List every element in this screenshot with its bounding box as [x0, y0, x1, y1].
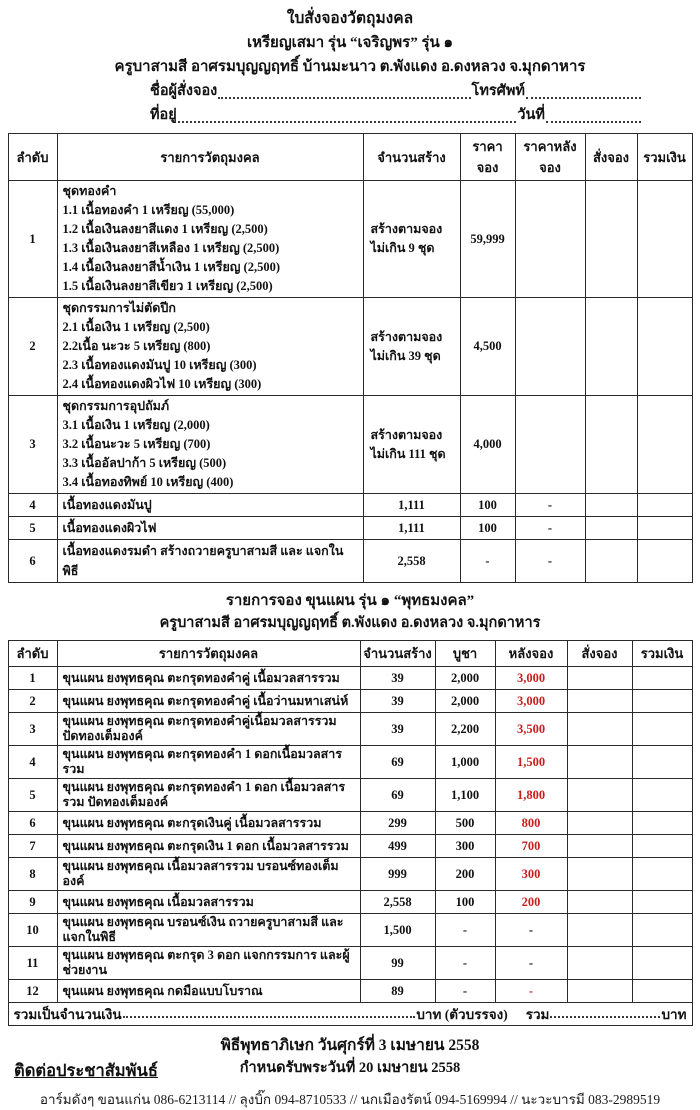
col-header-seq: ลำดับ — [8, 641, 57, 667]
seq-cell: 7 — [8, 835, 57, 858]
group-item: 2.1 เนื้อเงิน 1 เหรียญ (2,500) — [62, 320, 210, 334]
seq-cell: 8 — [8, 858, 57, 891]
after-price-cell: - — [515, 517, 585, 540]
table-row-6 — [8, 540, 692, 583]
item-name-cell: ขุนแผน ยงพุทธคุณ ตะกรุด 3 ดอก แจกกรรมการ และผู้ช่วยงาน — [57, 947, 360, 980]
grand-total-sum-blank — [550, 1016, 660, 1018]
group-item: 2.3 เนื้อทองแดงมันปู 10 เหรียญ (300) — [62, 358, 257, 372]
order-cell — [567, 779, 632, 812]
total-cell — [637, 517, 692, 540]
booking-price-cell: 100 — [460, 494, 515, 517]
group-title: ชุดกรรมการไม่ตัดปีก — [62, 301, 176, 315]
seq-cell: 1 — [8, 667, 57, 690]
table-row-10 — [8, 914, 692, 947]
col-header-total: รวมเงิน — [632, 641, 692, 667]
seq-cell: 5 — [8, 779, 57, 812]
order-cell — [567, 812, 632, 835]
total-cell — [637, 540, 692, 583]
after-price-cell: 1,500 — [495, 746, 567, 779]
grand-total-sum-label: รวม — [525, 1006, 550, 1022]
total-cell — [632, 690, 692, 713]
seq-cell: 10 — [8, 914, 57, 947]
after-price-cell: 3,000 — [495, 667, 567, 690]
after-price-cell: - — [495, 947, 567, 980]
col-header-order: สั่งจอง — [585, 134, 637, 181]
seq-cell: 5 — [8, 517, 57, 540]
table1-header-row — [8, 134, 692, 181]
group-item: 3.3 เนื้ออัลปาก้า 5 เหรียญ (500) — [62, 456, 227, 470]
quantity-cell: สร้างตามจอง ไม่เกิน 39 ชุด — [363, 298, 460, 396]
order-cell — [585, 540, 637, 583]
table-row-group-2 — [8, 298, 692, 396]
order-cell — [567, 835, 632, 858]
group-item: 1.4 เนื้อเงินลงยาสีน้ำเงิน 1 เหรียญ (2,500) — [62, 260, 280, 274]
col-header-seq: ลำดับ — [8, 134, 57, 181]
item-name-cell: ขุนแผน ยงพุทธคุณ บรอนซ์เงิน ถวายครูบาสามสี และแจกในพิธี — [57, 914, 360, 947]
quantity-cell: สร้างตามจอง ไม่เกิน 9 ชุด — [363, 181, 460, 298]
item-name-cell: ขุนแผน ยงพุทธคุณ กดมือแบบโบราณ — [57, 980, 360, 1003]
col-header-quantity: จำนวนสร้าง — [363, 134, 460, 181]
worship-price-cell: - — [435, 914, 495, 947]
order-cell — [567, 690, 632, 713]
quantity-cell: 1,500 — [360, 914, 435, 947]
col-header-booking-price: ราคาจอง — [460, 134, 515, 181]
seq-cell: 9 — [8, 891, 57, 914]
quantity-cell: 89 — [360, 980, 435, 1003]
booking-price-cell: 59,999 — [460, 181, 515, 298]
seq-cell: 2 — [8, 690, 57, 713]
orderer-name-label: ชื่อผู้สั่งจอง — [150, 83, 218, 99]
seq-cell: 6 — [8, 812, 57, 835]
after-price-cell: - — [495, 914, 567, 947]
phone-blank — [526, 97, 641, 99]
address-label: ที่อยู่ — [150, 107, 177, 123]
order-cell — [585, 181, 637, 298]
table-row-group-1 — [8, 181, 692, 298]
orderer-name-line — [150, 79, 642, 103]
item-name-cell: เนื้อทองแดงผิวไฟ — [57, 517, 363, 540]
quantity-cell: สร้างตามจอง ไม่เกิน 111 ชุด — [363, 396, 460, 494]
grand-total-sum-unit: บาท — [661, 1006, 687, 1022]
document-header — [0, 0, 700, 127]
worship-price-cell: 300 — [435, 835, 495, 858]
doc-subtitle: เหรียญเสมา รุ่น “เจริญพร” รุ่น ๑ — [246, 35, 454, 51]
orderer-name-blank — [218, 97, 470, 99]
total-cell — [632, 779, 692, 812]
group-item: 1.3 เนื้อเงินลงยาสีเหลือง 1 เหรียญ (2,500) — [62, 241, 280, 255]
table-row-3 — [8, 713, 692, 746]
item-name-cell: ขุนแผน ยงพุทธคุณ ตะกรุดทองคำคู่ เนื้อมวลสารรวม — [57, 667, 360, 690]
order-cell — [567, 713, 632, 746]
seq-cell: 6 — [8, 540, 57, 583]
items-cell — [57, 181, 363, 298]
booking-price-cell: 4,000 — [460, 396, 515, 494]
ceremony-date-line: พิธีพุทธาภิเษก วันศุกร์ที่ 3 เมษายน 2558 — [220, 1037, 480, 1054]
group-item: 3.4 เนื้อทองทิพย์ 10 เหรียญ (400) — [62, 475, 234, 489]
quantity-cell: 1,111 — [363, 517, 460, 540]
col-header-total: รวมเงิน — [637, 134, 692, 181]
coin-order-table — [8, 133, 693, 583]
grand-total-row — [8, 1003, 692, 1026]
item-name-cell: ขุนแผน ยงพุทธคุณ ตะกรุดทองคำ 1 ดอกเนื้อมวลสารรวม — [57, 746, 360, 779]
worship-price-cell: 2,000 — [435, 667, 495, 690]
order-cell — [567, 746, 632, 779]
total-cell — [637, 181, 692, 298]
order-cell — [585, 494, 637, 517]
quantity-cell: 99 — [360, 947, 435, 980]
after-price-cell: 700 — [495, 835, 567, 858]
table-row-8 — [8, 858, 692, 891]
order-cell — [567, 667, 632, 690]
group-item: 1.5 เนื้อเงินลงยาสีเขียว 1 เหรียญ (2,500) — [62, 279, 273, 293]
table-row-5 — [8, 517, 692, 540]
total-cell — [632, 858, 692, 891]
quantity-cell: 39 — [360, 667, 435, 690]
total-cell — [632, 891, 692, 914]
quantity-cell: 39 — [360, 713, 435, 746]
item-name-cell: ขุนแผน ยงพุทธคุณ ตะกรุดเงิน 1 ดอก เนื้อมวลสารรวม — [57, 835, 360, 858]
worship-price-cell: 2,200 — [435, 713, 495, 746]
table-row-9 — [8, 891, 692, 914]
after-price-cell: 800 — [495, 812, 567, 835]
col-header-after-price: ราคาหลังจอง — [515, 134, 585, 181]
group-title: ชุดทองคำ — [62, 184, 117, 198]
item-name-cell: ขุนแผน ยงพุทธคุณ ตะกรุดทองคำ 1 ดอก เนื้อมวลสารรวม ปัดทองเต็มองค์ — [57, 779, 360, 812]
col-header-after-price: หลังจอง — [495, 641, 567, 667]
date-blank — [546, 121, 641, 123]
worship-price-cell: 500 — [435, 812, 495, 835]
worship-price-cell: - — [435, 980, 495, 1003]
group-item: 3.2 เนื้อนะวะ 5 เหรียญ (700) — [62, 437, 211, 451]
quantity-cell: 999 — [360, 858, 435, 891]
total-cell — [632, 835, 692, 858]
order-cell — [567, 947, 632, 980]
khunphaen-section-title: รายการจอง ขุนแผน รุ่น ๑ “พุทธมงคล” — [225, 593, 475, 609]
grand-total-unit: บาท (ตัวบรรจง) — [416, 1006, 508, 1022]
item-name-cell: เนื้อทองแดงรมดำ สร้างถวายครูบาสามสี และ แจกในพิธี — [57, 540, 363, 583]
total-cell — [637, 298, 692, 396]
order-cell — [567, 891, 632, 914]
doc-title: ใบสั่งจองวัตถุมงคล — [286, 10, 414, 27]
total-cell — [632, 947, 692, 980]
khunphaen-order-table — [8, 640, 693, 1026]
quantity-cell: 39 — [360, 690, 435, 713]
item-name-cell: ขุนแผน ยงพุทธคุณ เนื้อมวลสารรวม บรอนซ์ทองเต็มองค์ — [57, 858, 360, 891]
after-price-cell: - — [495, 980, 567, 1003]
address-line — [150, 103, 642, 127]
worship-price-cell: 1,000 — [435, 746, 495, 779]
item-name-cell: ขุนแผน ยงพุทธคุณ ตะกรุดทองคำคู่เนื้อมวลสารรวม ปัดทองเต็มองค์ — [57, 713, 360, 746]
quantity-cell: 2,558 — [360, 891, 435, 914]
quantity-cell: 69 — [360, 746, 435, 779]
grand-total-amount-blank — [123, 1016, 416, 1018]
contact-heading: ติดต่อประชาสัมพันธ์ — [14, 1061, 158, 1080]
seq-cell: 2 — [8, 298, 57, 396]
total-cell — [632, 980, 692, 1003]
group-item: 2.2เนื้อ นะวะ 5 เหรียญ (800) — [62, 339, 211, 353]
total-cell — [637, 396, 692, 494]
after-price-cell: 300 — [495, 858, 567, 891]
table-row-group-3 — [8, 396, 692, 494]
grand-total-cell — [8, 1003, 692, 1026]
items-cell — [57, 396, 363, 494]
seq-cell: 1 — [8, 181, 57, 298]
after-price-cell: - — [515, 494, 585, 517]
table-row-2 — [8, 690, 692, 713]
group-title: ชุดกรรมการอุปถัมภ์ — [62, 399, 170, 413]
item-name-cell: ขุนแผน ยงพุทธคุณ ตะกรุดทองคำคู่ เนื้อว่านมหาเสน่ห์ — [57, 690, 360, 713]
table-row-12 — [8, 980, 692, 1003]
quantity-cell: 1,111 — [363, 494, 460, 517]
quantity-cell: 69 — [360, 779, 435, 812]
seq-cell: 4 — [8, 746, 57, 779]
total-cell — [632, 914, 692, 947]
phone-label: โทรศัพท์ — [471, 83, 525, 99]
after-price-cell — [515, 298, 585, 396]
after-price-cell: 3,000 — [495, 690, 567, 713]
after-price-cell: 3,500 — [495, 713, 567, 746]
worship-price-cell: 100 — [435, 891, 495, 914]
order-cell — [567, 858, 632, 891]
footer — [0, 1034, 700, 1110]
worship-price-cell: 200 — [435, 858, 495, 891]
items-cell — [57, 298, 363, 396]
worship-price-cell: - — [435, 947, 495, 980]
group-item: 3.1 เนื้อเงิน 1 เหรียญ (2,000) — [62, 418, 210, 432]
date-label: วันที่ — [517, 107, 545, 123]
seq-cell: 12 — [8, 980, 57, 1003]
table-row-4 — [8, 746, 692, 779]
khunphaen-section-subtitle: ครูบาสามสี อาศรมบุญญฤทธิ์ ต.พังแดง อ.ดงหลวง จ.มุกดาหาร — [159, 615, 541, 631]
address-blank — [178, 121, 517, 123]
booking-price-cell: - — [460, 540, 515, 583]
col-header-quantity: จำนวนสร้าง — [360, 641, 435, 667]
order-cell — [567, 980, 632, 1003]
booking-price-cell: 4,500 — [460, 298, 515, 396]
table2-header-row — [8, 641, 692, 667]
after-price-cell: - — [515, 540, 585, 583]
table-row-4 — [8, 494, 692, 517]
total-cell — [632, 746, 692, 779]
order-cell — [585, 517, 637, 540]
quantity-cell: 299 — [360, 812, 435, 835]
seq-cell: 11 — [8, 947, 57, 980]
after-price-cell — [515, 396, 585, 494]
col-header-worship-price: บูชา — [435, 641, 495, 667]
group-item: 1.1 เนื้อทองคำ 1 เหรียญ (55,000) — [62, 203, 235, 217]
group-item: 2.4 เนื้อทองแดงผิวไฟ 10 เหรียญ (300) — [62, 377, 262, 391]
seq-cell: 3 — [8, 396, 57, 494]
order-cell — [585, 396, 637, 494]
col-header-item: รายการวัตถุมงคล — [57, 134, 363, 181]
doc-temple-line: ครูบาสามสี อาศรมบุญญฤทธิ์ บ้านมะนาว ต.พังแดง อ.ดงหลวง จ.มุกดาหาร — [114, 59, 586, 75]
group-item: 1.2 เนื้อเงินลงยาสีแดง 1 เหรียญ (2,500) — [62, 222, 268, 236]
item-name-cell: เนื้อทองแดงมันปู — [57, 494, 363, 517]
pickup-date-line: กำหนดรับพระวันที่ 20 เมษายน 2558 — [239, 1060, 461, 1076]
booking-price-cell: 100 — [460, 517, 515, 540]
item-name-cell: ขุนแผน ยงพุทธคุณ ตะกรุดเงินคู่ เนื้อมวลสารรวม — [57, 812, 360, 835]
table-row-5 — [8, 779, 692, 812]
worship-price-cell: 2,000 — [435, 690, 495, 713]
total-cell — [637, 494, 692, 517]
total-cell — [632, 713, 692, 746]
item-name-cell: ขุนแผน ยงพุทธคุณ เนื้อมวลสารรวม — [57, 891, 360, 914]
table-row-11 — [8, 947, 692, 980]
after-price-cell: 200 — [495, 891, 567, 914]
seq-cell: 3 — [8, 713, 57, 746]
after-price-cell — [515, 181, 585, 298]
total-cell — [632, 667, 692, 690]
table-row-1 — [8, 667, 692, 690]
total-cell — [632, 812, 692, 835]
contact-phone-line: อาร์มดังๆ ขอนแก่น 086-6213114 // ลุงบิ๊ก 094-8710533 // นกเมืองรัตน์ 094-5169994 // นะวะบารมี 083-2989519 — [39, 1092, 661, 1107]
grand-total-label: รวมเป็นจำนวนเงิน — [13, 1006, 122, 1022]
table-row-7 — [8, 835, 692, 858]
table-row-6 — [8, 812, 692, 835]
worship-price-cell: 1,100 — [435, 779, 495, 812]
order-cell — [585, 298, 637, 396]
quantity-cell: 2,558 — [363, 540, 460, 583]
order-cell — [567, 914, 632, 947]
col-header-order: สั่งจอง — [567, 641, 632, 667]
quantity-cell: 499 — [360, 835, 435, 858]
col-header-item: รายการวัตถุมงคล — [57, 641, 360, 667]
after-price-cell: 1,800 — [495, 779, 567, 812]
seq-cell: 4 — [8, 494, 57, 517]
